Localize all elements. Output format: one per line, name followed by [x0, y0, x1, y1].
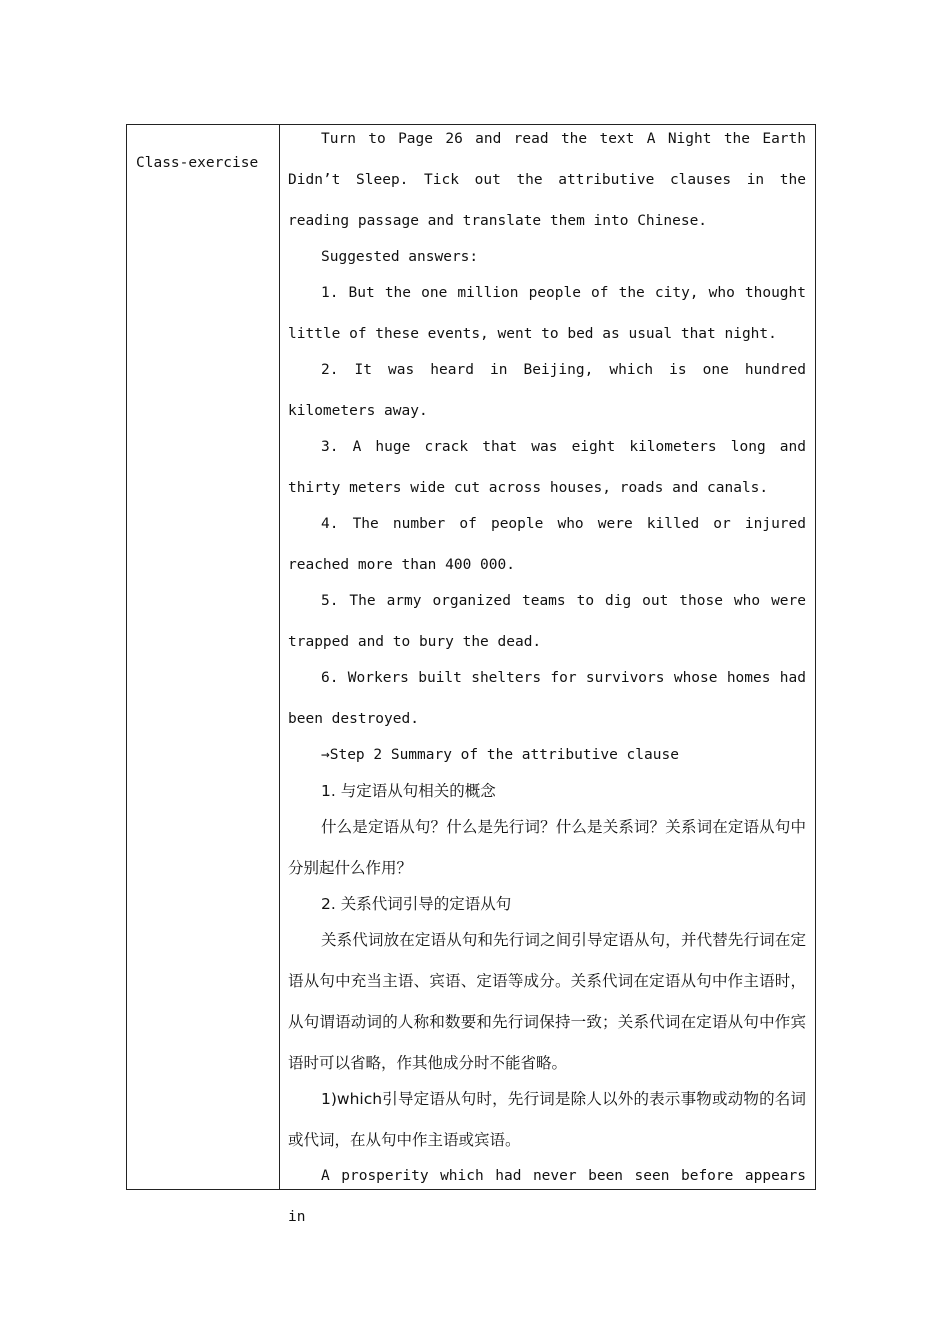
paragraph: 1. But the one million people of the city, who thought little of these events, went to bed as usual that night. [288, 285, 806, 342]
step-heading: →Step 2 Summary of the attributive clause [321, 747, 679, 763]
paragraph: 6. Workers built shelters for survivors whose homes had been destroyed. [288, 670, 806, 727]
paragraph: 4. The number of people who were killed or injured reached more than 400 000. [288, 516, 806, 573]
section-heading: 1. 与定语从句相关的概念 [321, 782, 496, 800]
paragraph: 什么是定语从句？什么是先行词？什么是关系词？关系词在定语从句中分别起什么作用？ [288, 818, 806, 877]
paragraph: 5. The army organized teams to dig out those who were trapped and to bury the dead. [288, 593, 806, 650]
column-divider [279, 125, 280, 1189]
paragraph: Turn to Page 26 and read the text A Night the Earth Didn’t Sleep. Tick out the attributive clauses in the reading passage and translate them into Chinese. [288, 131, 806, 229]
paragraph: 2. It was heard in Beijing, which is one hundred kilometers away. [288, 362, 806, 419]
paragraph: 3. A huge crack that was eight kilometers long and thirty meters wide cut across houses, roads and canals. [288, 439, 806, 496]
paragraph: 1)which引导定语从句时，先行词是除人以外的表示事物或动物的名词或代词，在从句中作主语或宾语。 [288, 1090, 806, 1149]
row-label: Class-exercise [136, 155, 259, 171]
section-heading: 2. 关系代词引导的定语从句 [321, 895, 512, 913]
paragraph: 关系代词放在定语从句和先行词之间引导定语从句，并代替先行词在定语从句中充当主语、宾语、定语等成分。关系代词在定语从句中作主语时，从句谓语动词的人称和数要和先行词保持一致；关系代词在定语从句中作宾语时可以省略，作其他成分时不能省略。 [288, 931, 806, 1072]
paragraph: Suggested answers: [321, 249, 479, 265]
content-cell [288, 125, 806, 1238]
document-table [126, 124, 816, 1225]
paragraph: A prosperity which had never been seen before appears in [288, 1168, 806, 1225]
